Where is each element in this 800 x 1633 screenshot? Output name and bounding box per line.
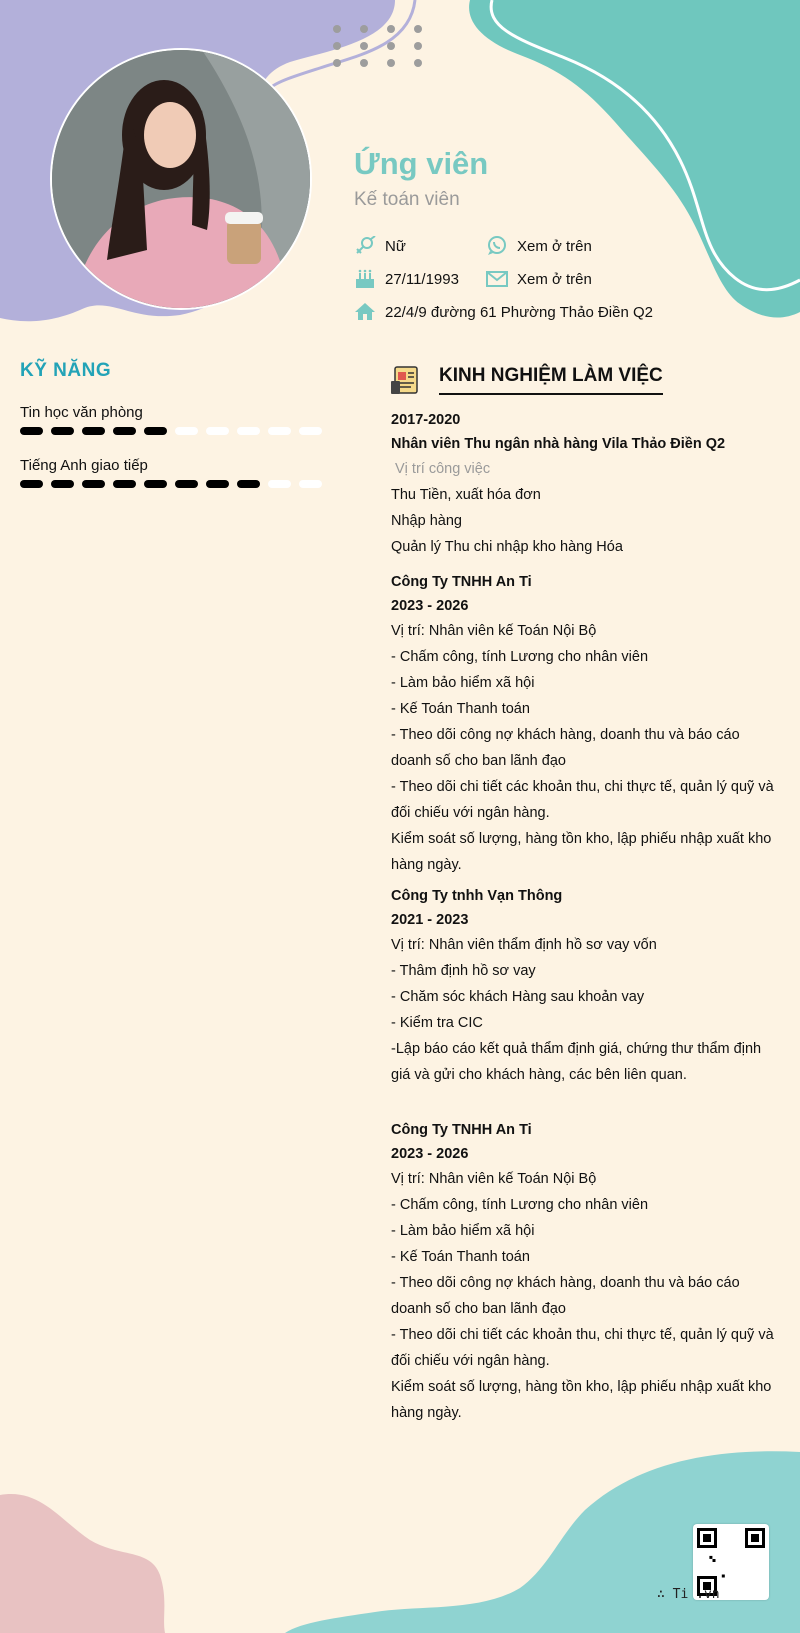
whatsapp-icon	[486, 236, 508, 256]
experience-line: Quản lý Thu chi nhập kho hàng Hóa	[391, 539, 623, 555]
skill-rating-dot	[299, 427, 322, 435]
birthday-cake-icon	[354, 269, 376, 289]
experience-header	[391, 365, 776, 395]
experience-title: KINH NGHIỆM LÀM VIỆC	[439, 365, 663, 395]
experience-heading-line: 2021 - 2023	[391, 912, 469, 928]
skill-rating-dot	[20, 480, 43, 488]
experience-line: - Kế Toán Thanh toán	[391, 701, 530, 717]
experience-heading-line: Công Ty TNHH An Ti	[391, 1122, 532, 1138]
skill-rating-dot	[237, 427, 260, 435]
experience-line: Vị trí: Nhân viên kế Toán Nội Bộ	[391, 623, 597, 639]
skill-rating-dot	[51, 427, 74, 435]
skill-item	[20, 404, 340, 435]
skill-rating-dot	[144, 427, 167, 435]
birthday-row	[354, 269, 459, 289]
skill-rating-dot	[268, 480, 291, 488]
experience-line: Thu Tiền, xuất hóa đơn	[391, 487, 541, 503]
skill-rating-dot	[113, 427, 136, 435]
experience-line: - Làm bảo hiểm xã hội	[391, 675, 535, 691]
experience-line: - Chăm sóc khách Hàng sau khoản vay	[391, 989, 645, 1005]
skills-section	[20, 360, 340, 488]
experience-line: Nhập hàng	[391, 513, 462, 529]
experience-body	[391, 408, 776, 1426]
phone-row	[486, 236, 592, 256]
experience-line: Kiểm soát số lượng, hàng tồn kho, lập phiếu nhập xuất kho hàng ngày.	[391, 1379, 772, 1421]
skills-title: KỸ NĂNG	[20, 360, 112, 381]
experience-line: - Kiểm tra CIC	[391, 1015, 483, 1031]
skill-rating-dot	[268, 427, 291, 435]
experience-line: Kiểm soát số lượng, hàng tồn kho, lập phiếu nhập xuất kho hàng ngày.	[391, 831, 772, 873]
skill-rating-dot	[51, 480, 74, 488]
experience-line: - Theo dõi công nợ khách hàng, doanh thu và báo cáo doanh số cho ban lãnh đạo	[391, 1275, 740, 1317]
experience-line: - Kế Toán Thanh toán	[391, 1249, 530, 1265]
experience-section	[391, 365, 776, 1426]
skill-item	[20, 457, 340, 488]
experience-heading-line: Công Ty tnhh Vạn Thông	[391, 888, 563, 904]
footer-watermark: ∴ Ti .vn	[657, 1587, 720, 1602]
experience-line: - Theo dõi công nợ khách hàng, doanh thu và báo cáo doanh số cho ban lãnh đạo	[391, 727, 740, 769]
experience-line: Vị trí: Nhân viên kế Toán Nội Bộ	[391, 1171, 597, 1187]
experience-heading-line: 2017-2020	[391, 412, 461, 428]
portrait-image	[52, 50, 312, 310]
experience-line: - Theo dõi chi tiết các khoản thu, chi thực tế, quản lý quỹ và đối chiếu với ngân hàng.	[391, 779, 774, 821]
experience-icon	[391, 365, 421, 395]
skill-rating-dot	[82, 427, 105, 435]
phone-value: Xem ở trên	[517, 237, 592, 255]
skill-rating-dot	[82, 480, 105, 488]
email-row	[486, 269, 592, 289]
skill-rating-dot	[175, 480, 198, 488]
skill-rating-dot	[144, 480, 167, 488]
address-value: 22/4/9 đường 61 Phường Thảo Điền Q2	[385, 303, 653, 321]
skill-rating	[20, 427, 340, 435]
home-icon	[354, 302, 376, 322]
skill-rating	[20, 480, 340, 488]
experience-line: - Chấm công, tính Lương cho nhân viên	[391, 1197, 649, 1213]
email-icon	[486, 269, 508, 289]
experience-line: - Theo dõi chi tiết các khoản thu, chi thực tế, quản lý quỹ và đối chiếu với ngân hàng.	[391, 1327, 774, 1369]
skill-rating-dot	[113, 480, 136, 488]
experience-heading-line: 2023 - 2026	[391, 598, 469, 614]
experience-line: -Lập báo cáo kết quả thẩm định giá, chứng thư thẩm định giá và gửi cho khách hàng, các bên liên quan.	[391, 1041, 762, 1083]
experience-line: - Làm bảo hiểm xã hội	[391, 1223, 535, 1239]
skill-label: Tin học văn phòng	[20, 404, 143, 421]
experience-heading-line: Công Ty TNHH An Ti	[391, 574, 532, 590]
birthday-value: 27/11/1993	[385, 270, 459, 288]
candidate-name: Ứng viên	[354, 146, 489, 181]
gender-value: Nữ	[385, 237, 406, 255]
address-row	[354, 302, 653, 322]
experience-line: - Chấm công, tính Lương cho nhân viên	[391, 649, 649, 665]
experience-heading-line: 2023 - 2026	[391, 1146, 469, 1162]
skill-rating-dot	[206, 480, 229, 488]
skill-rating-dot	[20, 427, 43, 435]
experience-line: - Thâm định hồ sơ vay	[391, 963, 536, 979]
spacer	[391, 560, 776, 570]
gender-row	[354, 236, 406, 256]
skills-list	[20, 404, 340, 488]
experience-line: Vị trí công việc	[395, 461, 491, 477]
gender-icon	[354, 236, 376, 256]
skill-rating-dot	[299, 480, 322, 488]
skill-rating-dot	[237, 480, 260, 488]
skill-rating-dot	[206, 427, 229, 435]
avatar	[50, 48, 312, 310]
job-title: Kế toán viên	[354, 189, 460, 210]
spacer	[391, 1088, 776, 1118]
skill-label: Tiếng Anh giao tiếp	[20, 457, 148, 474]
skill-rating-dot	[175, 427, 198, 435]
experience-heading-line: Nhân viên Thu ngân nhà hàng Vila Thảo Điền Q2	[391, 436, 726, 452]
experience-line: Vị trí: Nhân viên thẩm định hồ sơ vay vốn	[391, 937, 657, 953]
email-value: Xem ở trên	[517, 270, 592, 288]
